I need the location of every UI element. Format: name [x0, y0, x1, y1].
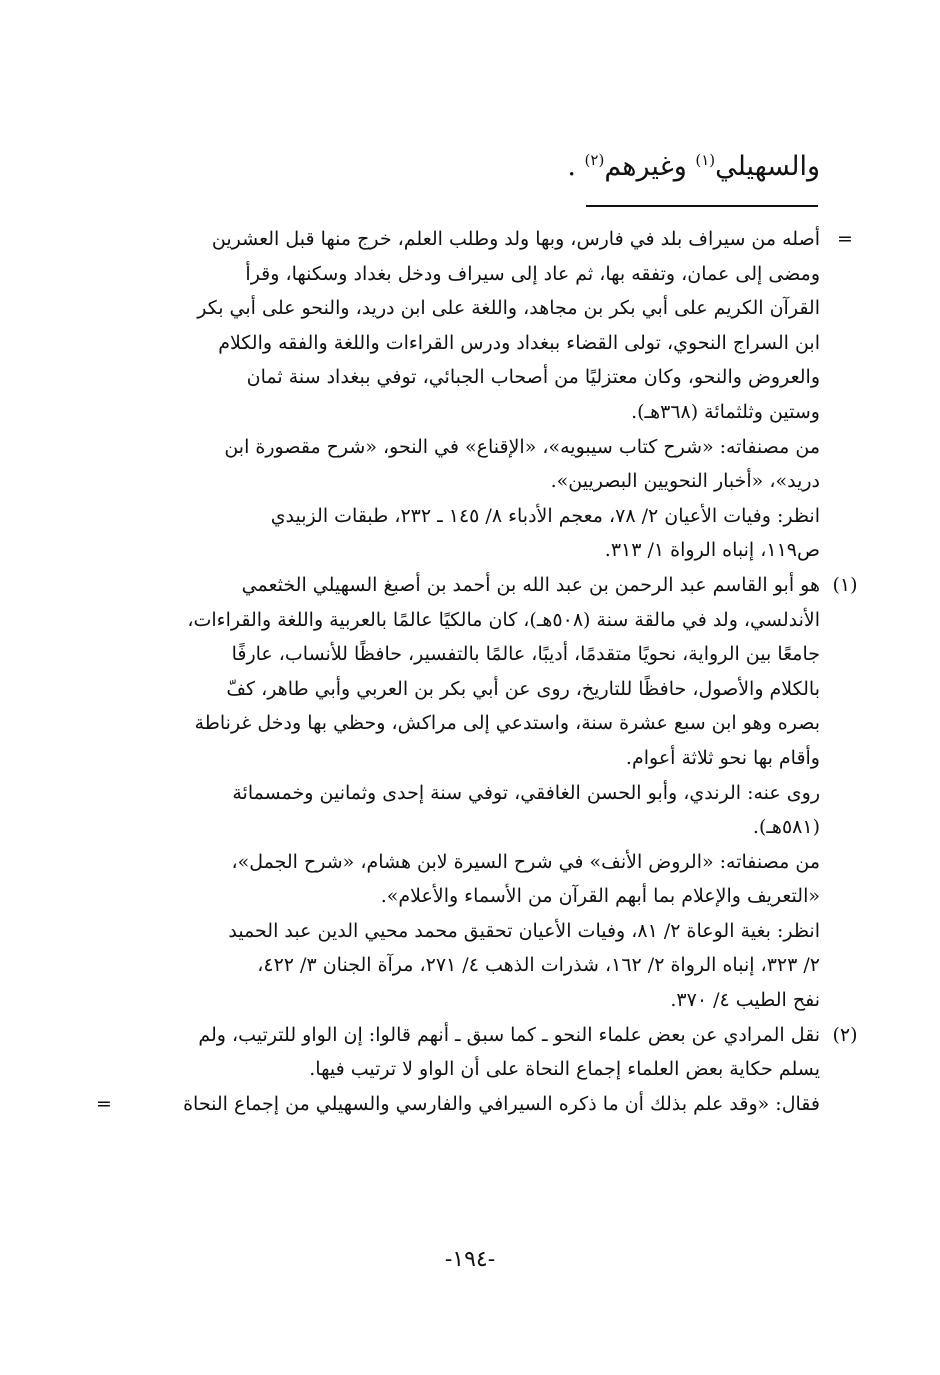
- page-number: -١٩٤-: [444, 1247, 496, 1272]
- footnote-1-marker: (١): [832, 573, 858, 596]
- note-line: هو أبو القاسم عبد الرحمن بن عبد الله بن أحمد بن أصبغ السهيلي الخثعمي: [241, 573, 820, 596]
- footnote-1: [120, 568, 858, 1018]
- note-line: يسلم حكاية بعض العلماء إجماع النحاة على أن الواو لا ترتيب فيها.: [309, 1058, 820, 1081]
- note-line: والعروض والنحو، وكان معتزليًا من أصحاب الجبائي، توفي ببغداد سنة ثمان: [246, 366, 820, 389]
- main-text-end: .: [567, 151, 585, 182]
- note-refs-line: انظر: بغية الوعاة ٢/ ٨١، وفيات الأعيان تحقيق محمد محيي الدين عبد الحميد: [228, 919, 820, 942]
- footnote-ref-1[interactable]: (١): [695, 151, 716, 169]
- note-line: ومضى إلى عمان، وتفقه بها، ثم عاد إلى سيراف ودخل بغداد وسكنها، وقرأ: [245, 262, 820, 285]
- note-line: بالكلام والأصول، حافظًا للتاريخ، روى عن أبي بكر بن العربي وأبي طاهر، كفّ: [226, 677, 820, 700]
- continuation-marker: =: [837, 228, 853, 250]
- note-works-line: «التعريف والإعلام بما أبهم القرآن من الأسماء والأعلام».: [380, 885, 820, 908]
- note-line: وستين وثلثمائة (٣٦٨هـ).: [631, 400, 820, 423]
- note-line: أصله من سيراف بلد في فارس، وبها ولد وطلب العلم، خرج منها قبل العشرين: [211, 228, 820, 250]
- note-refs-line: ص١١٩، إنباه الرواة ١/ ٣١٣.: [604, 539, 820, 562]
- note-line: وأقام بها نحو ثلاثة أعوام.: [625, 746, 820, 769]
- continues-marker: =: [96, 1092, 112, 1115]
- main-text-line: [300, 140, 820, 187]
- note-line: القرآن الكريم على أبي بكر بن مجاهد، واللغة على ابن دريد، والنحو على أبي بكر: [197, 297, 820, 320]
- note-works-line: من مصنفاته: «الروض الأنف» في شرح السيرة لابن هشام، «شرح الجمل»،: [231, 850, 820, 873]
- main-text-middle: وغيرهم: [604, 151, 696, 182]
- footnote-2-marker: (٢): [832, 1023, 858, 1046]
- note-works-line: دريد»، «أخبار النحويين البصريين».: [550, 470, 820, 493]
- main-text-start: والسهيلي: [715, 151, 820, 182]
- note-narrators-line: روى عنه: الرندي، وأبو الحسن الغافقي، توفي سنة إحدى وثمانين وخمسمائة: [232, 781, 820, 804]
- continued-note: [120, 222, 853, 568]
- note-line: الأندلسي، ولد في مالقة سنة (٥٠٨هـ)، كان مالكيًا عالمًا بالعربية واللغة والقراءات،: [187, 608, 820, 631]
- note-refs-line: ٢/ ٣٢٣، إنباه الرواة ٢/ ١٦٢، شذرات الذهب ٤/ ٢٧١، مرآة الجنان ٣/ ٤٢٢،: [257, 954, 820, 977]
- footnote-2: [96, 1018, 858, 1122]
- note-line: ابن السراج النحوي، تولى القضاء ببغداد ودرس القراءات واللغة والفقه والكلام: [218, 331, 820, 354]
- note-narrators-line: (٥٨١هـ).: [752, 816, 820, 839]
- note-works-line: من مصنفاته: «شرح كتاب سيبويه»، «الإقناع» في النحو، «شرح مقصورة ابن: [224, 435, 820, 458]
- footnote-separator: [586, 205, 818, 207]
- footnote-ref-2[interactable]: (٢): [584, 151, 605, 169]
- note-line: بصره وهو ابن سبع عشرة سنة، واستدعي إلى مراكش، وحظي بها ودخل غرناطة: [194, 712, 820, 735]
- note-refs-line: نفح الطيب ٤/ ٣٧٠.: [670, 989, 820, 1012]
- note-line: جامعًا بين الرواية، نحويًا متقدمًا، أديبًا، عالمًا بالتفسير، حافظًا للأنساب، عارفًا: [231, 643, 820, 666]
- footnotes: [96, 222, 858, 1121]
- note-line: نقل المرادي عن بعض علماء النحو ـ كما سبق ـ أنهم قالوا: إن الواو للترتيب، ولم: [198, 1023, 820, 1046]
- note-refs-line: انظر: وفيات الأعيان ٢/ ٧٨، معجم الأدباء ٨/ ١٤٥ ـ ٢٣٢، طبقات الزبيدي: [270, 504, 820, 527]
- note-quote-line: فقال: «وقد علم بذلك أن ما ذكره السيرافي والفارسي والسهيلي من إجماع النحاة: [183, 1092, 820, 1115]
